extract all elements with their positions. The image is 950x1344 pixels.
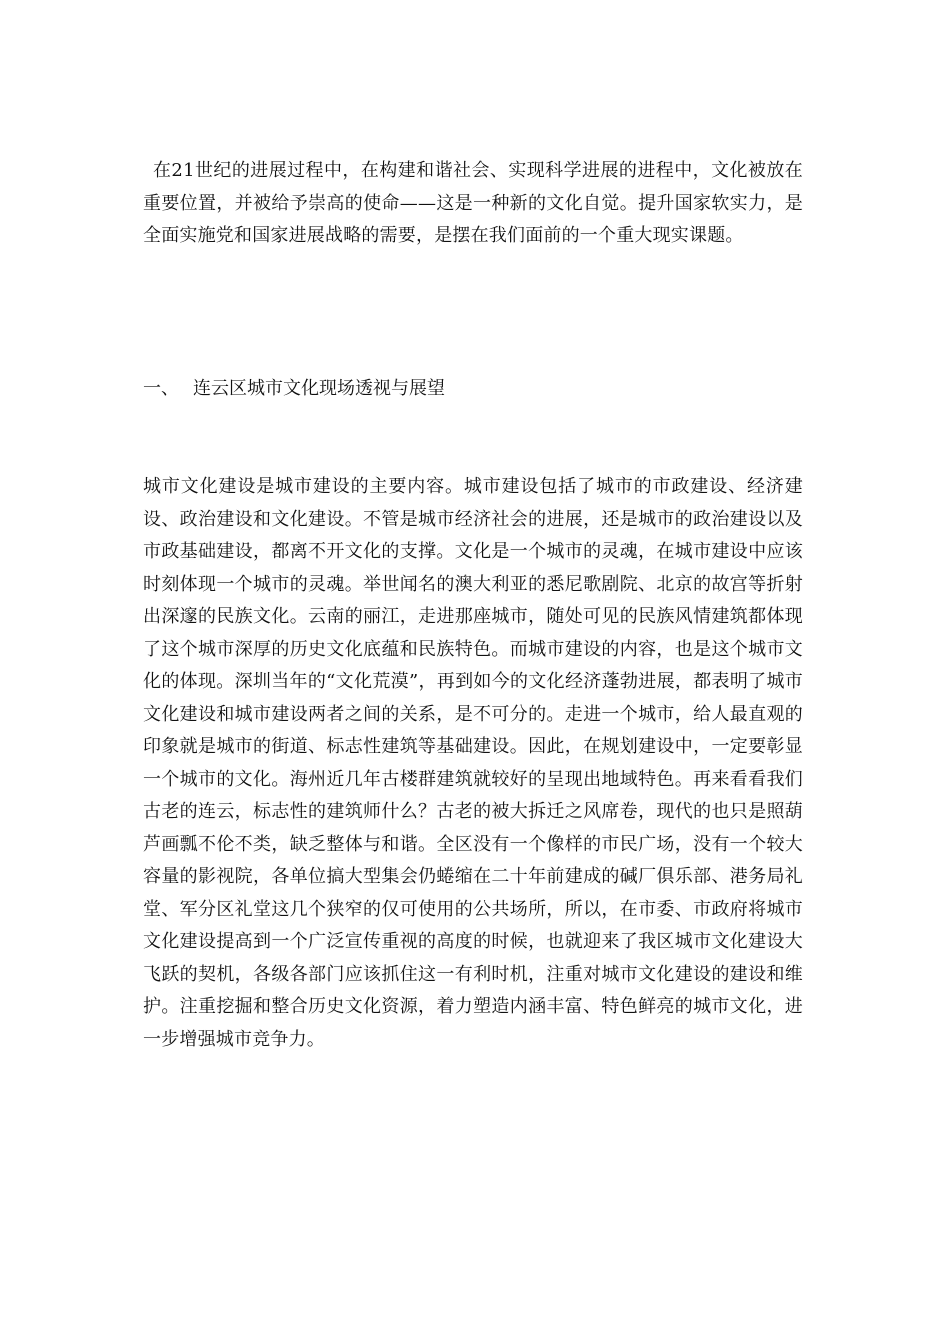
body-paragraph: 城市文化建设是城市建设的主要内容。城市建设包括了城市的市政建设、经济建设、政治建设和文化建设。不管是城市经济社会的进展，还是城市的政治建设以及市政基础建设，都离不开文化的支撑。文化是一个城市的灵魂，在城市建设中应该时刻体现一个城市的灵魂。举世闻名的澳大利亚的悉尼歌剧院、北京的故宫等折射出深邃的民族文化。云南的丽江，走进那座城市，随处可见的民族风情建筑都体现了这个城市深厚的历史文化底蕴和民族特色。而城市建设的内容，也是这个城市文化的体现。深圳当年的“文化荒漠”，再到如今的文化经济蓬勃进展，都表明了城市文化建设和城市建设两者之间的关系，是不可分的。走进一个城市，给人最直观的印象就是城市的街道、标志性建筑等基础建设。因此，在规划建设中，一定要彰显一个城市的文化。海州近几年古楼群建筑就较好的呈现出地域特色。再来看看我们古老的连云，标志性的建筑师什么？古老的被大拆迁之风席卷，现代的也只是照葫芦画瓢不伦不类，缺乏整体与和谐。全区没有一个像样的市民广场，没有一个较大容量的影视院，各单位搞大型集会仍蜷缩在二十年前建成的碱厂俱乐部、港务局礼堂、军分区礼堂这几个狭窄的仅可使用的公共场所，所以，在市委、市政府将城市文化建设提高到一个广泛宣传重视的高度的时候，也就迎来了我区城市文化建设大飞跃的契机，各级各部门应该抓住这一有利时机，注重对城市文化建设的建设和维护。注重挖掘和整合历史文化资源，着力塑造内涵丰富、特色鲜亮的城市文化，进一步增强城市竞争力。 bbox=[143, 476, 803, 1050]
intro-paragraph: 在21世纪的进展过程中，在构建和谐社会、实现科学进展的进程中，文化被放在重要位置，并被给予崇高的使命——这是一种新的文化自觉。提升国家软实力，是全面实施党和国家进展战略的需要，是摆在我们面前的一个重大现实课题。 bbox=[143, 160, 803, 246]
section-title: 连云区城市文化现场透视与展望 bbox=[193, 378, 445, 399]
section-number: 一、 bbox=[143, 378, 179, 399]
section-heading bbox=[143, 373, 803, 405]
